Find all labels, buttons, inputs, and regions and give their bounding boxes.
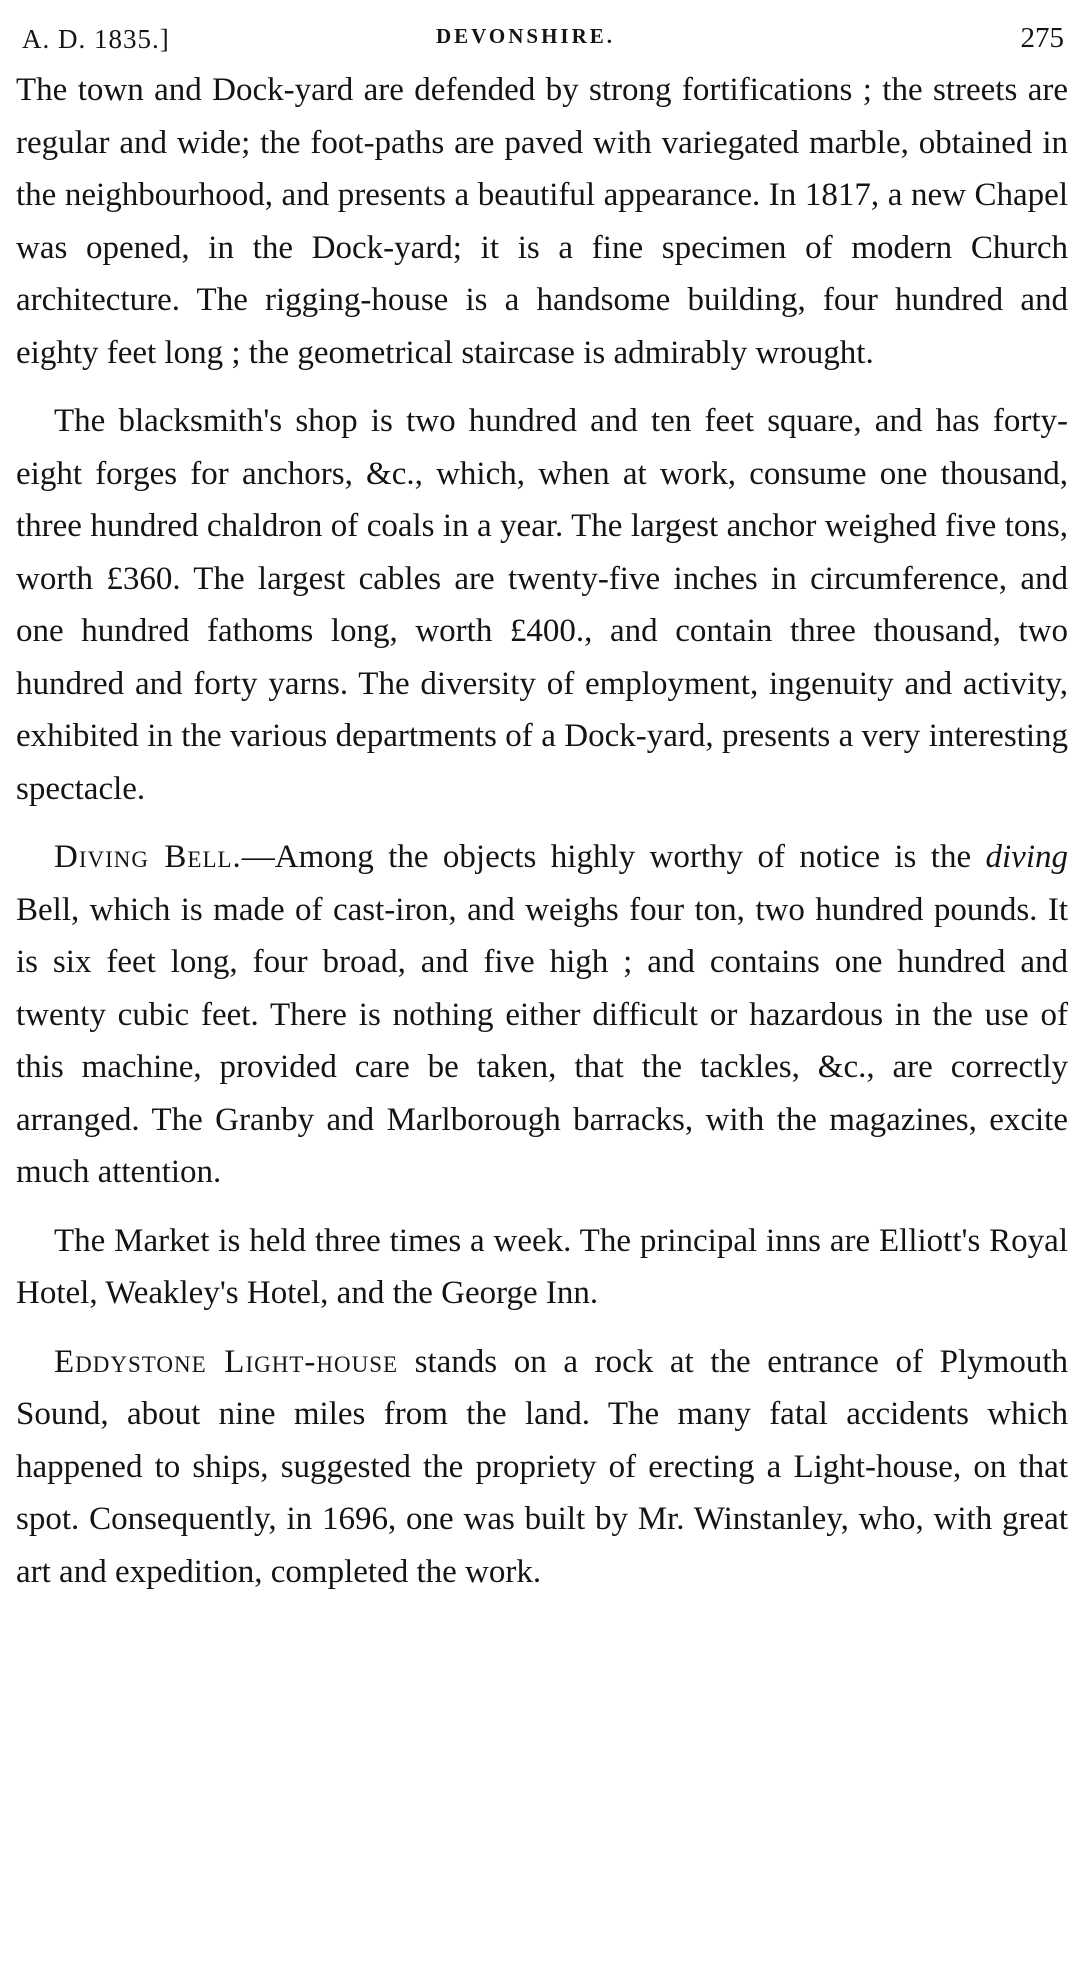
header-date: A. D. 1835.] [22,24,170,54]
eddystone-heading: Eddystone Light-house [54,1343,399,1380]
eddystone-text: stands on a rock at the entrance of Plymouth Sound, about nine miles from the land. The many fatal accidents which happened to ships, suggested the propriety of erecting a Light-house, on that spot. Consequently, in 1696, one was built by Mr. Winstanley, who, with great art and expedition, completed the work. [16,1343,1068,1590]
paragraph-fortifications: The town and Dock-yard are defended by strong fortifications ; the streets are regular and wide; the foot-paths are paved with variegated marble, obtained in the neighbourhood, and presents a beautiful appearance. In 1817, a new Chapel was opened, in the Dock-yard; it is a fine specimen of modern Church architecture. The rigging-house is a handsome building, four hundred and eighty feet long ; the geometrical staircase is admirably wrought. [16,72,1068,371]
running-header [16,18,1068,58]
book-page [16,18,1068,1598]
page-number: 275 [1020,22,1064,54]
paragraph-eddystone [16,1336,1068,1599]
paragraph-diving-bell [16,831,1068,1199]
diving-bell-heading: Diving Bell. [54,839,242,875]
diving-bell-text-after: Bell, which is made of cast-iron, and weighs four ton, two hundred pounds. It is six feet long, four broad, and five high ; and contains one hundred and twenty cubic feet. There is nothing either difficult or hazardous in the use of this machine, provided care be taken, that the tackles, &c., are correctly arranged. The Granby and Marlborough barracks, with the magazines, excite much attention. [16,891,1068,1190]
diving-bell-italic: diving [985,839,1068,875]
paragraph-blacksmith-shop: The blacksmith's shop is two hundred and ten feet square, and has forty-eight forges for anchors, &c., which, when at work, consume one thousand, three hundred chaldron of coals in a year. The largest anchor weighed five tons, worth £360. The largest cables are twenty-five inches in circumference, and one hundred fathoms long, worth £400., and contain three thousand, two hundred and forty yarns. The diversity of employment, ingenuity and activity, exhibited in the various departments of a Dock-yard, presents a very interesting spectacle. [16,403,1068,807]
paragraph-market: The Market is held three times a week. The principal inns are Elliott's Royal Hotel, Weakley's Hotel, and the George Inn. [16,1222,1068,1311]
diving-bell-text-before: —Among the objects highly worthy of notice is the [241,839,986,875]
header-title: DEVONSHIRE. [436,24,616,48]
